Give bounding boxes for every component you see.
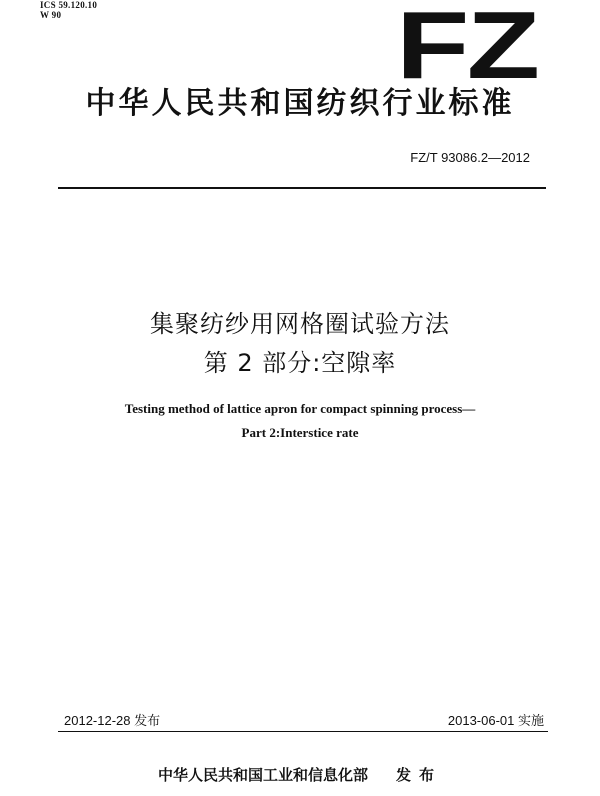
issuer-name: 中华人民共和国工业和信息化部 xyxy=(157,766,368,784)
issue-verb: 发布 xyxy=(396,766,443,784)
footer-divider xyxy=(58,731,548,732)
classification-code: W 90 xyxy=(40,10,62,20)
header-divider xyxy=(58,187,546,189)
document-title-en-line2: Part 2:Interstice rate xyxy=(241,425,359,440)
ics-block xyxy=(40,0,97,20)
standard-category-title: 中华人民共和国纺织行业标准 xyxy=(85,86,515,121)
effective-date: 2013-06-01 实施 xyxy=(447,713,544,728)
issuer-line xyxy=(0,764,600,785)
document-title-zh-line2: 第 2 部分:空隙率 xyxy=(203,349,397,377)
standard-number: FZ/T 93086.2—2012 xyxy=(410,150,530,165)
ics-code: ICS 59.120.10 xyxy=(40,0,98,10)
issue-date: 2012-12-28 发布 xyxy=(64,713,161,728)
fz-logo: FZ xyxy=(396,0,538,99)
document-title-zh-line1: 集聚纺纱用网格圈试验方法 xyxy=(150,310,450,338)
document-title-en-line1: Testing method of lattice apron for compact spinning process— xyxy=(124,401,476,416)
